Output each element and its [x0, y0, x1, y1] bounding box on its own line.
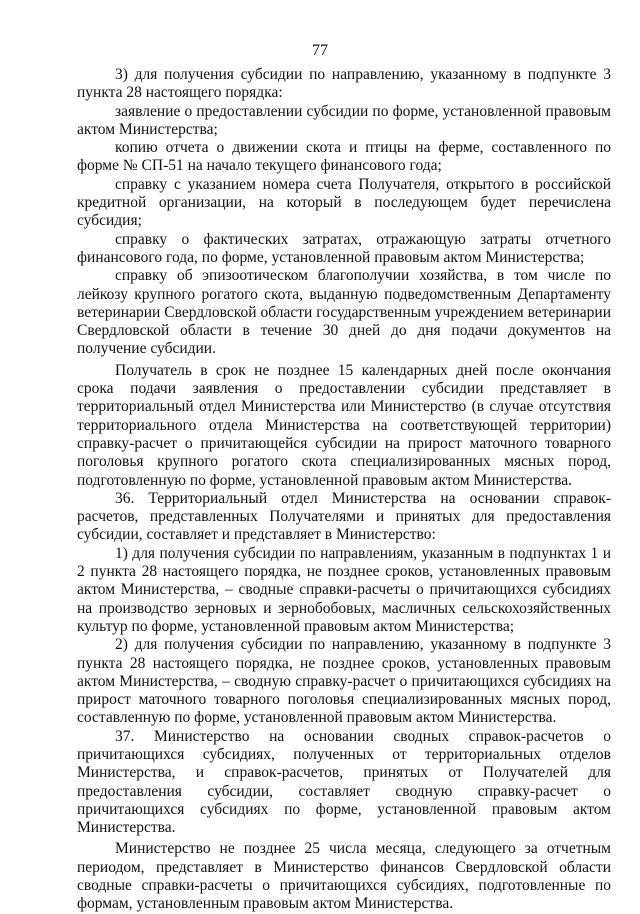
- paragraph: справку о фактических затратах, отражающую затраты отчетного финансового года, по форме, установленной правовым актом Министерства;: [77, 230, 611, 266]
- document-body: [77, 66, 611, 914]
- paragraph: заявление о предоставлении субсидии по форме, установленной правовым актом Министерства;: [77, 102, 611, 138]
- paragraph: Министерство не позднее 25 числа месяца, следующего за отчетным периодом, представляет в Министерство финансов Свердловской области сводные справки-расчеты о причитающихся субсидиях, подготовленные по формам, установленным правовым актом Министерства.: [77, 840, 611, 913]
- paragraph: копию отчета о движении скота и птицы на ферме, составленного по форме № СП-51 на начало текущего финансового года;: [77, 139, 611, 175]
- paragraph: Получатель в срок не позднее 15 календарных дней после окончания срока подачи заявления о предоставлении субсидии представляет в территориальный отдел Министерства или Министерство (в случае отсутствия территориального отдела Министерства на соответствующей территории) справку-расчет о причитающейся субсидии на прирост маточного товарного поголовья крупного рогатого скота специализированных мясных пород, подготовленную по форме, установленной правовым актом Министерства.: [77, 361, 611, 489]
- paragraph: 2) для получения субсидии по направлению, указанному в подпункте 3 пункта 28 настоящего порядка, не позднее сроков, установленных правовым актом Министерства, – сводную справку-расчет о причитающихся субсидиях на прирост маточного товарного поголовья специализированных мясных пород, составленную по форме, установленной правовым актом Министерства.: [77, 636, 611, 727]
- paragraph: 1) для получения субсидии по направлениям, указанным в подпунктах 1 и 2 пункта 28 настоящего порядка, не позднее сроков, установленных правовым актом Министерства, – сводные справки-расчеты о причитающихся субсидиях на производство зерновых и зернобобовых, масличных сельскохозяйственных культур по форме, установленной правовым актом Министерства;: [77, 544, 611, 635]
- paragraph: 37. Министерство на основании сводных справок-расчетов о причитающихся субсидиях, полученных от территориальных отделов Министерства, и справок-расчетов, принятых от Получателей для предоставления субсидии, составляет сводную справку-расчет о причитающихся субсидиях по форме, установленной правовым актом Министерства.: [77, 727, 611, 837]
- paragraph: справку об эпизоотическом благополучии хозяйства, в том числе по лейкозу крупного рогатого скота, выданную подведомственным Департаменту ветеринарии Свердловской области государственным учреждением ветеринарии Свердловской области в течение 30 дней до дня подачи документов на получение субсидии.: [77, 267, 611, 358]
- paragraph: 3) для получения субсидии по направлению, указанному в подпункте 3 пункта 28 настоящего порядка:: [77, 66, 611, 102]
- page-number: 77: [312, 42, 328, 59]
- paragraph: 36. Территориальный отдел Министерства на основании справок-расчетов, представленных Получателями и принятых для предоставления субсидии, составляет и представляет в Министерство:: [77, 489, 611, 544]
- paragraph: справку с указанием номера счета Получателя, открытого в российской кредитной организации, на который в последующем будет перечислена субсидия;: [77, 175, 611, 230]
